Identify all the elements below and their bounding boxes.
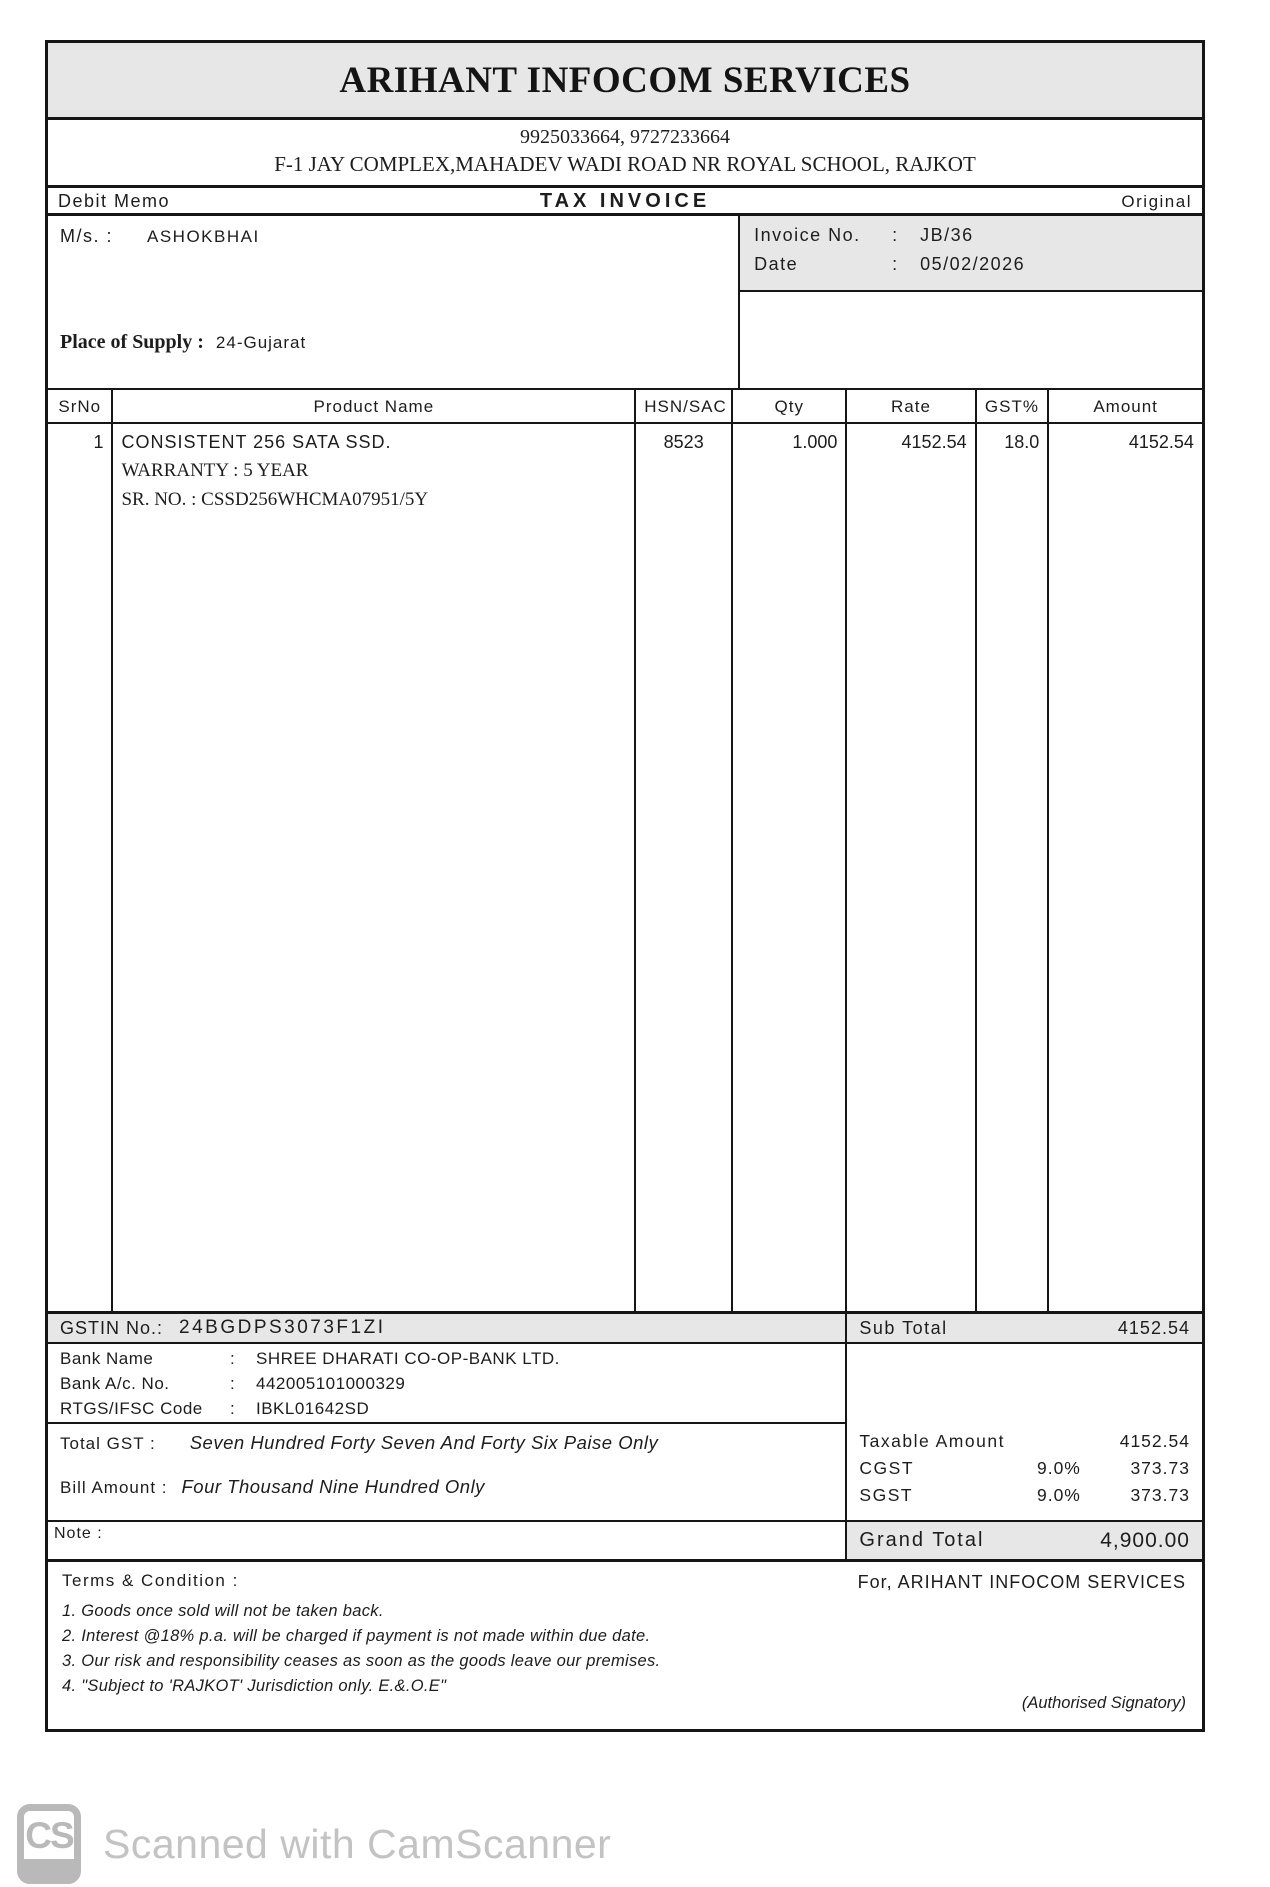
buyer-label: M/s. :	[60, 226, 113, 246]
gstin-label: GSTIN No.:	[60, 1317, 164, 1338]
terms-item: 2. Interest @18% p.a. will be charged if payment is not made within due date.	[62, 1627, 651, 1645]
grand-total-label: Grand Total	[859, 1529, 985, 1551]
colon-separator: :	[230, 1349, 236, 1368]
note-grandtotal-row	[48, 1522, 1202, 1562]
invoice-document	[45, 40, 1205, 1732]
taxable-amount-value: 4152.54	[1119, 1431, 1190, 1451]
total-gst-words: Seven Hundred Forty Seven And Forty Six Paise Only	[189, 1432, 659, 1453]
bank-ifsc-value: IBKL01642SD	[256, 1399, 370, 1418]
total-gst-words-row	[60, 1432, 833, 1454]
camscanner-logo-text: CS	[25, 1815, 73, 1856]
invoice-date-value: 05/02/2026	[920, 254, 1026, 274]
grand-total-block	[845, 1522, 1202, 1559]
items-table-header	[48, 390, 1202, 424]
sgst-row	[859, 1485, 1190, 1512]
company-address: F-1 JAY COMPLEX,MAHADEV WADI ROAD NR ROYAL SCHOOL, RAJKOT	[274, 152, 976, 176]
col-header-rate: Rate	[845, 390, 974, 422]
bank-name-row	[60, 1349, 833, 1374]
col-header-hsn-sac: HSN/SAC	[634, 390, 731, 422]
cell-hsn: 8523	[634, 424, 731, 1311]
invoice-number-label: Invoice No.	[754, 225, 861, 245]
company-name: ARIHANT INFOCOM SERVICES	[339, 59, 911, 101]
cell-srno: 1	[93, 432, 104, 452]
place-of-supply-value: 24-Gujarat	[215, 333, 307, 352]
bank-ifsc-label: RTGS/IFSC Code	[60, 1399, 203, 1418]
tax-summary-block	[847, 1431, 1202, 1512]
camscanner-footer	[17, 1804, 611, 1884]
buyer-panel	[48, 216, 738, 388]
taxable-amount-row	[859, 1431, 1190, 1458]
invoice-meta-box	[740, 216, 1202, 292]
terms-list	[62, 1599, 1188, 1699]
terms-title: Terms & Condition :	[62, 1571, 239, 1590]
col-header-gst: GST%	[975, 390, 1048, 422]
camscanner-logo-icon	[17, 1804, 81, 1884]
invoice-date-label: Date	[754, 254, 799, 274]
taxable-amount-label: Taxable Amount	[859, 1431, 1005, 1451]
cell-gst: 18.0	[975, 424, 1048, 1311]
gstin-block	[48, 1314, 845, 1342]
colon-separator: :	[230, 1374, 236, 1393]
cgst-label: CGST	[859, 1458, 915, 1478]
camscanner-caption: Scanned with CamScanner	[103, 1820, 612, 1867]
col-header-qty: Qty	[731, 390, 845, 422]
bank-details-box	[48, 1344, 845, 1424]
cgst-row	[859, 1458, 1190, 1485]
middle-section	[48, 1344, 1202, 1522]
bank-account-value: 442005101000329	[256, 1374, 406, 1393]
amount-in-words-box	[48, 1424, 845, 1522]
bill-amount-words-row	[60, 1476, 833, 1498]
col-header-product-name: Product Name	[111, 390, 634, 422]
sgst-label: SGST	[859, 1485, 914, 1505]
product-name: CONSISTENT 256 SATA SSD.	[121, 432, 392, 452]
company-phones: 9925033664, 9727233664	[520, 126, 730, 148]
table-row	[48, 424, 1202, 1311]
buyer-name: ASHOKBHAI	[147, 227, 260, 246]
tax-summary-panel	[845, 1344, 1202, 1520]
party-section	[48, 216, 1202, 390]
invoice-number-value: JB/36	[920, 225, 974, 245]
cell-qty: 1.000	[731, 424, 845, 1311]
cgst-value: 373.73	[1130, 1458, 1190, 1478]
terms-section	[48, 1562, 1202, 1729]
cell-rate: 4152.54	[845, 424, 974, 1311]
product-warranty: WARRANTY : 5 YEAR	[121, 460, 309, 481]
memo-strip	[48, 188, 1202, 216]
company-title-bar	[48, 43, 1202, 120]
subtotal-label: Sub Total	[859, 1317, 948, 1338]
invoice-number-row	[754, 225, 1188, 254]
bank-ifsc-row	[60, 1399, 833, 1424]
bank-name-label: Bank Name	[60, 1349, 154, 1368]
bank-account-label: Bank A/c. No.	[60, 1374, 170, 1393]
company-contact-block	[48, 120, 1202, 188]
terms-item: 4. "Subject to 'RAJKOT' Jurisdiction only. E.&.O.E"	[62, 1677, 447, 1695]
gstin-value: 24BGDPS3073F1ZI	[179, 1317, 386, 1338]
copy-type-label: Original	[1121, 192, 1192, 211]
colon-separator: :	[892, 254, 899, 274]
col-header-amount: Amount	[1047, 390, 1202, 422]
items-table-body	[48, 424, 1202, 1314]
bank-name-value: SHREE DHARATI CO-OP-BANK LTD.	[256, 1349, 560, 1368]
terms-item: 1. Goods once sold will not be taken back.	[62, 1602, 384, 1620]
total-gst-label: Total GST :	[60, 1434, 156, 1453]
product-serial-number: SR. NO. : CSSD256WHCMA07951/5Y	[121, 489, 429, 510]
tax-invoice-title: TAX INVOICE	[539, 190, 711, 212]
cell-product	[111, 424, 634, 1311]
bank-and-words-panel	[48, 1344, 845, 1520]
colon-separator: :	[230, 1399, 236, 1418]
col-header-srno: SrNo	[58, 397, 102, 416]
bank-account-row	[60, 1374, 833, 1399]
note-label: Note :	[54, 1525, 103, 1542]
terms-item: 3. Our risk and responsibility ceases as soon as the goods leave our premises.	[62, 1652, 661, 1670]
grand-total-value: 4,900.00	[1100, 1528, 1190, 1552]
subtotal-value: 4152.54	[1117, 1317, 1190, 1338]
sgst-percent: 9.0%	[1036, 1485, 1081, 1505]
bill-amount-label: Bill Amount :	[60, 1478, 168, 1497]
cgst-percent: 9.0%	[1036, 1458, 1081, 1478]
for-company-line: For, ARIHANT INFOCOM SERVICES	[857, 1572, 1186, 1592]
gstin-subtotal-row	[48, 1314, 1202, 1344]
invoice-date-row	[754, 254, 1188, 283]
colon-separator: :	[892, 225, 899, 245]
buyer-line	[60, 226, 726, 247]
memo-type-label: Debit Memo	[58, 191, 171, 211]
place-of-supply-label: Place of Supply :	[60, 331, 204, 353]
bill-amount-words: Four Thousand Nine Hundred Only	[181, 1476, 485, 1497]
invoice-meta-panel	[738, 216, 1202, 388]
place-of-supply-line	[60, 331, 306, 354]
sgst-value: 373.73	[1130, 1485, 1190, 1505]
authorised-signatory-label: (Authorised Signatory)	[1021, 1694, 1186, 1712]
cell-amount: 4152.54	[1047, 424, 1202, 1311]
camscanner-logo-bar	[24, 1859, 74, 1877]
subtotal-block	[845, 1314, 1202, 1342]
